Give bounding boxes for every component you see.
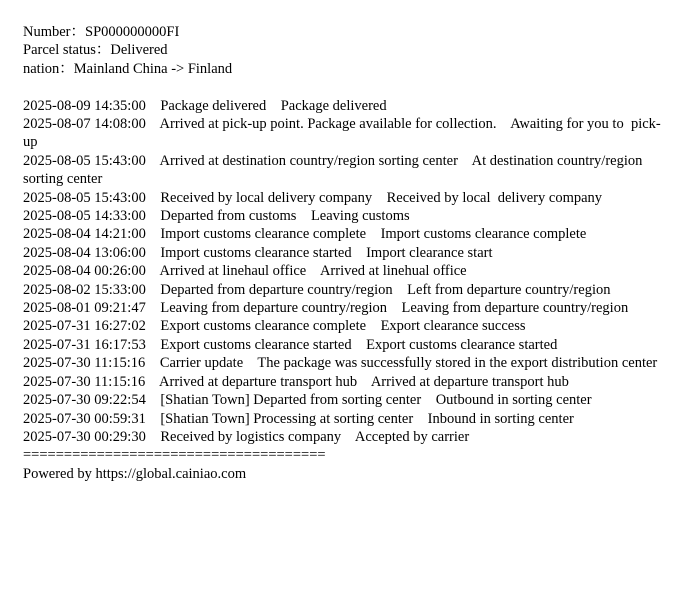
tracking-number-line xyxy=(23,23,675,41)
event-description: Arrived at linehaul office xyxy=(159,263,307,280)
tracking-event-row xyxy=(23,299,675,317)
event-description: Received by logistics company xyxy=(160,428,342,445)
event-description: Carrier update xyxy=(159,355,244,372)
event-time: 2025-07-30 00:29:30 xyxy=(23,428,146,445)
event-description: Import customs clearance started xyxy=(160,244,352,261)
tracking-event-row xyxy=(23,391,675,409)
event-detail: Leaving from departure country/region xyxy=(401,300,629,317)
event-detail: Received by local delivery company xyxy=(386,189,603,206)
tracking-event-row xyxy=(23,244,675,262)
tracking-event-row xyxy=(23,207,675,225)
event-detail: Import clearance start xyxy=(366,244,493,261)
event-detail: Inbound in sorting center xyxy=(427,410,574,427)
tracking-event-row xyxy=(23,262,675,280)
event-detail: Awaiting for you to pick-up xyxy=(23,116,661,151)
event-time: 2025-07-30 11:15:16 xyxy=(23,373,146,390)
event-time: 2025-08-04 14:21:00 xyxy=(23,226,146,243)
event-time: 2025-08-07 14:08:00 xyxy=(23,116,146,133)
event-detail: Left from departure country/region xyxy=(407,281,611,298)
tracking-document xyxy=(23,23,675,483)
event-time: 2025-07-30 00:59:31 xyxy=(23,410,146,427)
event-detail: At destination country/region sorting center xyxy=(23,152,646,188)
event-time: 2025-07-31 16:27:02 xyxy=(23,318,146,335)
event-description: Import customs clearance complete xyxy=(160,226,367,243)
event-time: 2025-08-05 15:43:00 xyxy=(23,152,146,169)
event-detail: Leaving customs xyxy=(310,208,410,225)
status-label: Parcel status： xyxy=(23,42,111,59)
nation-line xyxy=(23,60,675,78)
event-time: 2025-07-31 16:17:53 xyxy=(23,336,146,353)
tracking-events-list xyxy=(23,97,675,447)
event-detail: Package delivered xyxy=(280,97,387,114)
tracking-event-row xyxy=(23,115,675,152)
event-detail: Export clearance success xyxy=(380,318,526,335)
nation-label: nation： xyxy=(23,60,74,77)
tracking-event-row xyxy=(23,410,675,428)
event-detail: Arrived at linehual office xyxy=(319,263,467,280)
powered-by: Powered by https://global.cainiao.com xyxy=(23,465,247,482)
event-description: Arrived at departure transport hub xyxy=(159,373,358,390)
event-description: Arrived at destination country/region sorting center xyxy=(159,152,458,169)
event-description: Export customs clearance complete xyxy=(160,318,367,335)
event-description: [Shatian Town] Processing at sorting center xyxy=(160,410,414,427)
event-description: Arrived at pick-up point. Package available for collection. xyxy=(159,116,497,133)
event-detail: Outbound in sorting center xyxy=(435,392,592,409)
event-description: Departed from departure country/region xyxy=(160,281,393,298)
event-time: 2025-08-04 13:06:00 xyxy=(23,244,146,261)
tracking-event-row xyxy=(23,317,675,335)
event-description: Leaving from departure country/region xyxy=(160,300,388,317)
tracking-event-row xyxy=(23,152,675,189)
blank-line xyxy=(23,78,675,96)
parcel-status-line xyxy=(23,41,675,59)
event-detail: Import customs clearance complete xyxy=(380,226,587,243)
tracking-event-row xyxy=(23,336,675,354)
event-description: [Shatian Town] Departed from sorting center xyxy=(160,392,422,409)
tracking-event-row xyxy=(23,428,675,446)
event-description: Received by local delivery company xyxy=(160,189,373,206)
tracking-event-row xyxy=(23,354,675,372)
separator: ===================================== xyxy=(23,447,326,464)
tracking-event-row xyxy=(23,97,675,115)
tracking-number: SP000000000FI xyxy=(85,24,180,40)
event-detail: Arrived at departure transport hub xyxy=(370,373,569,390)
event-time: 2025-08-09 14:35:00 xyxy=(23,97,146,114)
event-time: 2025-07-30 11:15:16 xyxy=(23,355,146,372)
event-time: 2025-08-04 00:26:00 xyxy=(23,263,146,280)
parcel-status: Delivered xyxy=(110,42,168,59)
event-time: 2025-07-30 09:22:54 xyxy=(23,392,146,409)
event-time: 2025-08-02 15:33:00 xyxy=(23,281,146,298)
number-label: Number： xyxy=(23,24,86,40)
event-description: Export customs clearance started xyxy=(160,336,352,353)
event-time: 2025-08-01 09:21:47 xyxy=(23,300,146,317)
event-detail: Export customs clearance started xyxy=(366,336,558,353)
event-time: 2025-08-05 14:33:00 xyxy=(23,208,146,225)
event-description: Departed from customs xyxy=(160,208,297,225)
event-detail: Accepted by carrier xyxy=(354,428,470,445)
route: Mainland China -> Finland xyxy=(73,60,233,77)
tracking-event-row xyxy=(23,225,675,243)
event-detail: The package was successfully stored in the export distribution center xyxy=(257,355,658,372)
tracking-event-row xyxy=(23,189,675,207)
event-time: 2025-08-05 15:43:00 xyxy=(23,189,146,206)
tracking-event-row xyxy=(23,281,675,299)
event-description: Package delivered xyxy=(160,97,267,114)
tracking-event-row xyxy=(23,373,675,391)
